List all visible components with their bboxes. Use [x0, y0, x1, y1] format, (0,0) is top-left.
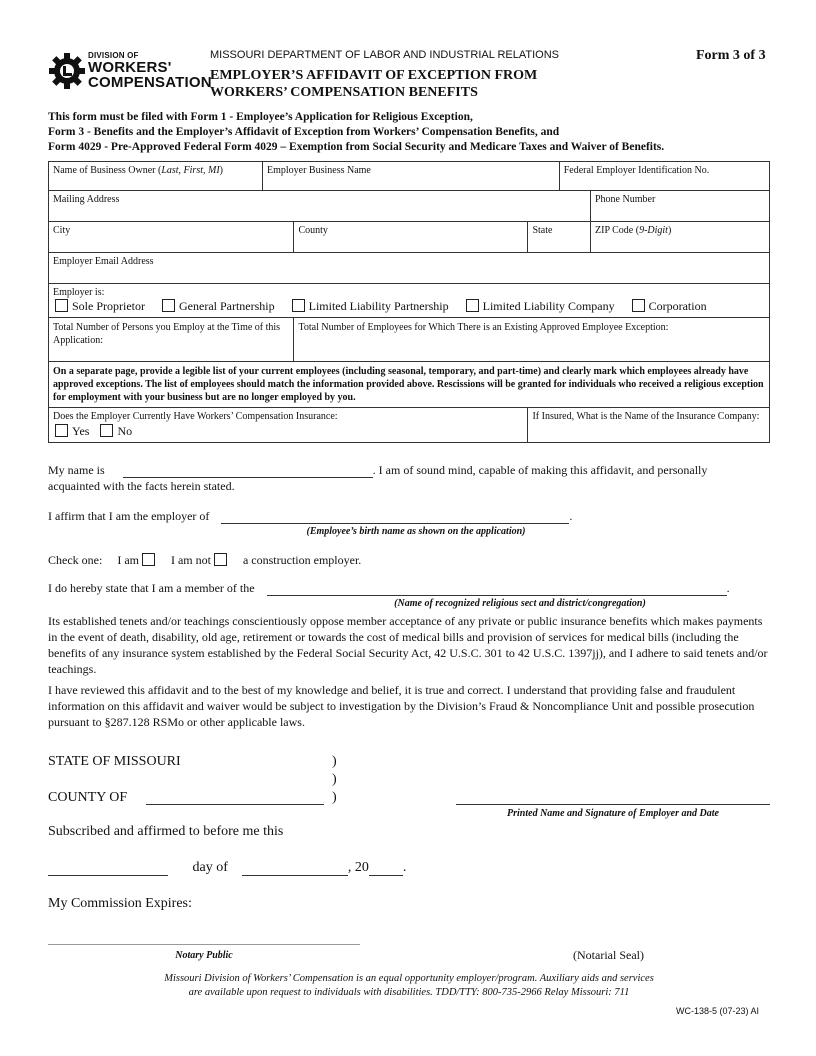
division-logo [48, 50, 212, 91]
notary-public-caption: Notary Public [175, 950, 233, 961]
form-title [210, 67, 537, 101]
instruction-line-3: Form 4029 - Pre-Approved Federal Form 4029 – Exemption from Social Security and Medicare Taxes and Waiver of Benefits. [48, 141, 665, 153]
notarial-seal: (Notarial Seal) [573, 948, 644, 962]
phone-number-field[interactable]: Phone Number [591, 191, 770, 222]
state-field[interactable]: State [528, 222, 591, 253]
employer-type-group: Employer is: Sole Proprietor General Partnership Limited Liability Partnership Limited Liability Company Corporation [49, 284, 770, 318]
general-partnership-checkbox[interactable] [162, 299, 175, 312]
sole-proprietor-checkbox[interactable] [55, 299, 68, 312]
employer-info-table [48, 161, 770, 443]
employee-name-line[interactable] [221, 509, 569, 524]
fein-field[interactable]: Federal Employer Identification No. [559, 162, 769, 191]
owner-name-field[interactable]: Name of Business Owner (Last, First, MI) [49, 162, 263, 191]
zip-code-field[interactable]: ZIP Code (9-Digit) [591, 222, 770, 253]
notary-signature-line[interactable] [48, 944, 360, 945]
city-field[interactable]: City [49, 222, 294, 253]
employee-list-notice: On a separate page, provide a legible list of your current employees (including seasonal, temporary, and part-time) and clearly mark which employees already have approved exceptions. The list of employees should match the information provided above. Rescissions will be granted for individuals who received a religious exception for employment with your business but are no longer employed by you. [49, 362, 770, 408]
department-name: MISSOURI DEPARTMENT OF LABOR AND INDUSTRIAL RELATIONS [210, 49, 560, 61]
insurance-yes-checkbox[interactable] [55, 424, 68, 437]
employer-type-label: Employer is: [53, 287, 105, 298]
religious-sect-line[interactable] [267, 581, 727, 596]
day-line[interactable] [48, 860, 168, 876]
insurance-no-checkbox[interactable] [100, 424, 113, 437]
tenets-paragraph: Its established tenets and/or teachings conscientiously oppose member acceptance of any private or public insurance benefits which makes payments in the event of death, disability, old age, retirement or towards the cost of medical bills and provision of services for medical bills (including the benefits of any insurance system established by the Federal Social Security Act, 42 U.S.C. 301 to 42 U.S.C. 1397jj), and I adhere to said tenets and/or teachings. [48, 614, 768, 676]
state-of-missouri: STATE OF MISSOURI [48, 754, 181, 769]
review-paragraph: I have reviewed this affidavit and to the best of my knowledge and belief, it is true and correct. I understand that providing false and fraudulent information on this affidavit and waiver would be subject to investigation by the Division’s Fraud & Noncompliance Unit and possible prosecution pursuant to §287.128 RSMo or other applicable laws. [48, 683, 755, 729]
gear-icon [48, 52, 86, 90]
llp-checkbox[interactable] [292, 299, 305, 312]
employee-name-caption: (Employee’s birth name as shown on the application) [306, 526, 526, 537]
paren-1: ) [332, 754, 337, 769]
i-am-not-checkbox[interactable] [214, 553, 227, 566]
filing-instructions [48, 110, 664, 155]
commission-expires: My Commission Expires: [48, 896, 192, 911]
llc-checkbox[interactable] [466, 299, 479, 312]
name-statement: My name is . I am of sound mind, capable of making this affidavit, and personally acquainted with the facts herein stated. [48, 463, 708, 493]
instruction-line-1: This form must be filed with Form 1 - Employee’s Application for Religious Exception, [48, 111, 473, 123]
title-line-2: WORKERS’ COMPENSATION BENEFITS [210, 85, 478, 100]
email-field[interactable]: Employer Email Address [49, 253, 770, 284]
date-line-row: day of , 20 . [48, 860, 448, 876]
paren-3: ) [332, 790, 337, 805]
footer-notice: Missouri Division of Workers’ Compensation is an equal opportunity employer/program. Auxiliary aids and services are available upon request to individuals with disabilities. TDD/TTY: 800-735-2966 Relay Missouri: 711 [164, 973, 654, 998]
county-of-label: COUNTY OF [48, 790, 128, 805]
total-exceptions-field[interactable]: Total Number of Employees for Which There is an Existing Approved Employee Exception: [294, 318, 770, 362]
name-line[interactable] [123, 463, 373, 478]
year-line[interactable] [369, 860, 403, 876]
employer-signature-line[interactable] [456, 790, 770, 805]
religious-sect-caption: (Name of recognized religious sect and district/congregation) [394, 598, 646, 609]
paren-2: ) [332, 772, 337, 787]
form-number: Form 3 of 3 [696, 48, 766, 63]
county-line[interactable] [146, 789, 324, 805]
subscribed-statement: Subscribed and affirmed to before me this [48, 824, 284, 839]
insurance-company-field[interactable]: If Insured, What is the Name of the Insurance Company: [528, 408, 770, 443]
member-statement: I do hereby state that I am a member of the . [48, 581, 730, 595]
form-code: WC-138-5 (07-23) AI [676, 1006, 760, 1016]
i-am-checkbox[interactable] [142, 553, 155, 566]
insurance-question: Does the Employer Currently Have Workers’ Compensation Insurance: Yes No [49, 408, 528, 443]
total-persons-field[interactable]: Total Number of Persons you Employ at the Time of this Application: [49, 318, 294, 362]
logo-line-2: WORKERS' [88, 59, 172, 76]
logo-line-3: COMPENSATION [88, 74, 212, 91]
title-line-1: EMPLOYER’S AFFIDAVIT OF EXCEPTION FROM [210, 68, 538, 83]
employer-statement: I affirm that I am the employer of . [48, 509, 573, 523]
logo-line-1: DIVISION OF [88, 51, 139, 60]
instruction-line-2: Form 3 - Benefits and the Employer’s Affidavit of Exception from Workers’ Compensation Benefits, and [48, 126, 560, 138]
county-field[interactable]: County [294, 222, 528, 253]
business-name-field[interactable]: Employer Business Name [263, 162, 560, 191]
month-line[interactable] [242, 860, 348, 876]
construction-check: Check one: I am I am not a construction employer. [48, 553, 362, 567]
mailing-address-field[interactable]: Mailing Address [49, 191, 591, 222]
corporation-checkbox[interactable] [632, 299, 645, 312]
signature-caption: Printed Name and Signature of Employer and Date [507, 808, 719, 819]
